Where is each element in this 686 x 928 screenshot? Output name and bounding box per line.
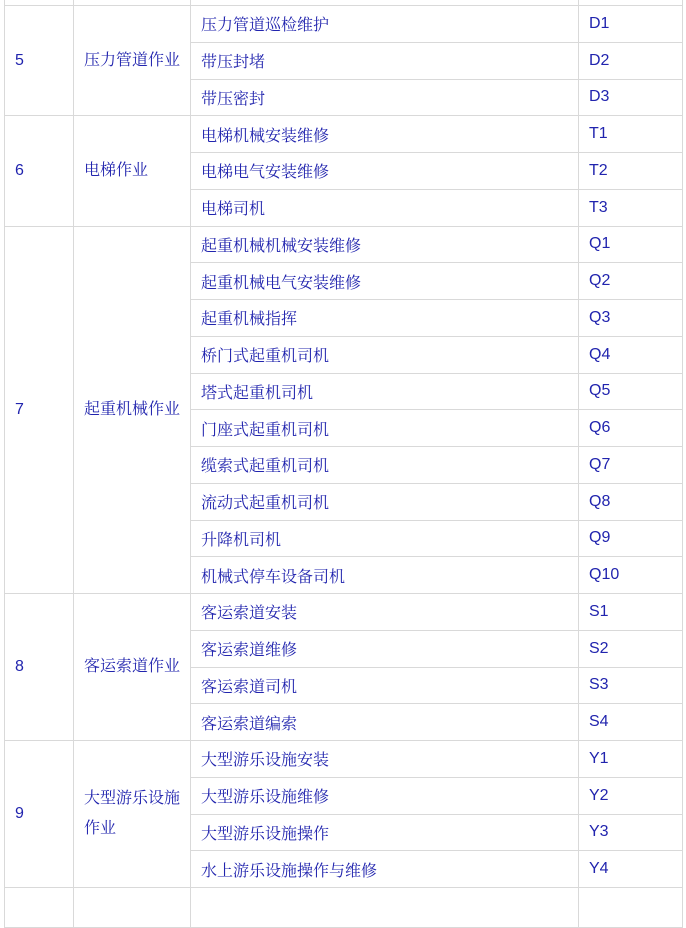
operation-code-cell: Y1	[579, 741, 683, 778]
operation-item-cell: 缆索式起重机司机	[191, 447, 579, 484]
operation-item-cell: 塔式起重机司机	[191, 373, 579, 410]
operation-item-cell: 客运索道维修	[191, 630, 579, 667]
operation-code-cell: S3	[579, 667, 683, 704]
group-number-cell: 7	[5, 226, 74, 594]
table-row	[5, 116, 683, 153]
category-name-cell: 大型游乐设施作业	[74, 741, 191, 888]
operation-code-cell: Q1	[579, 226, 683, 263]
operation-item-cell: 电梯电气安装维修	[191, 153, 579, 190]
operation-item-cell: 门座式起重机司机	[191, 410, 579, 447]
table-row	[5, 226, 683, 263]
operation-code-cell: T1	[579, 116, 683, 153]
operation-item-cell: 大型游乐设施操作	[191, 814, 579, 851]
group-number-cell: 6	[5, 116, 74, 226]
operation-code-cell: D1	[579, 6, 683, 43]
operation-item-cell: 起重机械机械安装维修	[191, 226, 579, 263]
operation-code-cell: Q2	[579, 263, 683, 300]
table-row	[5, 594, 683, 631]
group-number-cell: 9	[5, 741, 74, 888]
operation-code-cell: T2	[579, 153, 683, 190]
operation-code-cell: Q9	[579, 520, 683, 557]
operation-code-cell: Q6	[579, 410, 683, 447]
table-row	[5, 741, 683, 778]
table-row	[5, 6, 683, 43]
operation-code-cell: Q3	[579, 300, 683, 337]
operation-item-cell: 电梯司机	[191, 189, 579, 226]
operation-item-cell: 客运索道编索	[191, 704, 579, 741]
operation-item-cell: 水上游乐设施操作与维修	[191, 851, 579, 888]
special-equipment-operations-table	[4, 0, 683, 928]
operations-table-container	[4, 0, 683, 928]
operation-code-cell: D3	[579, 79, 683, 116]
operation-code-cell: S2	[579, 630, 683, 667]
operation-item-cell: 客运索道司机	[191, 667, 579, 704]
operation-item-cell: 机械式停车设备司机	[191, 557, 579, 594]
operation-code-cell: Y2	[579, 777, 683, 814]
group-number-cell: 8	[5, 594, 74, 741]
operation-code-cell: T3	[579, 189, 683, 226]
operation-table-body	[5, 0, 683, 928]
category-name-cell: 压力管道作业	[74, 6, 191, 116]
category-name-cell: 客运索道作业	[74, 594, 191, 741]
operation-item-cell: 电梯机械安装维修	[191, 116, 579, 153]
operation-item-cell: 桥门式起重机司机	[191, 336, 579, 373]
operation-item-cell: 压力管道巡检维护	[191, 6, 579, 43]
operation-item-cell: 起重机械指挥	[191, 300, 579, 337]
operation-code-cell: S1	[579, 594, 683, 631]
operation-code-cell: Y3	[579, 814, 683, 851]
operation-item-cell: 升降机司机	[191, 520, 579, 557]
operation-item-cell: 带压封堵	[191, 42, 579, 79]
group-number-cell: 5	[5, 6, 74, 116]
operation-code-cell: Q10	[579, 557, 683, 594]
operation-code-cell: Q8	[579, 483, 683, 520]
operation-item-cell: 大型游乐设施安装	[191, 741, 579, 778]
operation-code-cell: S4	[579, 704, 683, 741]
category-name-cell: 电梯作业	[74, 116, 191, 226]
operation-code-cell: D2	[579, 42, 683, 79]
operation-item-cell: 客运索道安装	[191, 594, 579, 631]
operation-item-cell: 流动式起重机司机	[191, 483, 579, 520]
operation-code-cell: Q7	[579, 447, 683, 484]
operation-item-cell: 大型游乐设施维修	[191, 777, 579, 814]
operation-code-cell: Y4	[579, 851, 683, 888]
operation-code-cell: Q5	[579, 373, 683, 410]
operation-item-cell: 起重机械电气安装维修	[191, 263, 579, 300]
category-name-cell: 起重机械作业	[74, 226, 191, 594]
operation-item-cell: 带压密封	[191, 79, 579, 116]
operation-code-cell: Q4	[579, 336, 683, 373]
